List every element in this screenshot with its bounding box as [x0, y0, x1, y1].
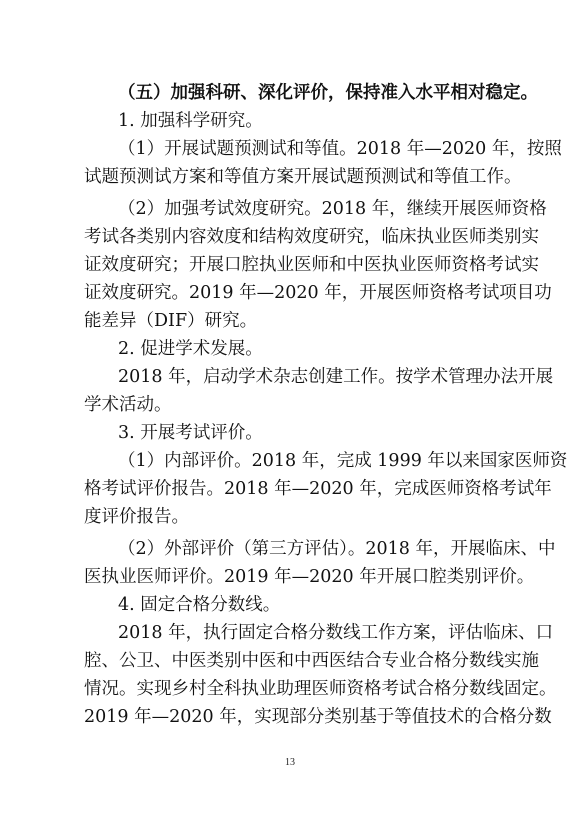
- paragraph-line: 格考试评价报告。2018 年—2020 年，完成医师资格考试年: [84, 479, 552, 499]
- subheading-1: 1. 加强科学研究。: [118, 111, 263, 131]
- paragraph-line: 医执业医师评价。2019 年—2020 年开展口腔类别评价。: [84, 567, 535, 587]
- page-number: 13: [285, 757, 295, 768]
- paragraph-line: 腔、公卫、中医类别中医和中西医结合专业合格分数线实施: [84, 651, 539, 671]
- section-heading: （五）加强科研、深化评价，保持准入水平相对稳定。: [118, 83, 538, 103]
- paragraph-line: 度评价报告。: [84, 507, 189, 527]
- paragraph-line: 情况。实现乡村全科执业助理医师资格考试合格分数线固定。: [84, 679, 557, 699]
- paragraph-line: 2019 年—2020 年，实现部分类别基于等值技术的合格分数: [84, 707, 552, 727]
- paragraph-line: 2018 年，启动学术杂志创建工作。按学术管理办法开展: [118, 367, 554, 387]
- subheading-4: 4. 固定合格分数线。: [118, 595, 281, 615]
- paragraph-line: （1）内部评价。2018 年，完成 1999 年以来国家医师资: [118, 451, 568, 471]
- paragraph-line: 证效度研究。2019 年—2020 年，开展医师资格考试项目功: [84, 283, 552, 303]
- subheading-3: 3. 开展考试评价。: [118, 423, 263, 443]
- subheading-2: 2. 促进学术发展。: [118, 339, 263, 359]
- paragraph-line: 学术活动。: [84, 395, 172, 415]
- paragraph-line: （2）加强考试效度研究。2018 年，继续开展医师资格: [118, 199, 547, 219]
- paragraph-line: 试题预测试方案和等值方案开展试题预测试和等值工作。: [84, 167, 522, 187]
- paragraph-line: （1）开展试题预测试和等值。2018 年—2020 年，按照: [118, 139, 562, 159]
- paragraph-line: （2）外部评价（第三方评估）。2018 年，开展临床、中: [118, 539, 556, 559]
- paragraph-line: 考试各类别内容效度和结构效度研究，临床执业医师类别实: [84, 227, 539, 247]
- paragraph-line: 2018 年，执行固定合格分数线工作方案，评估临床、口: [118, 623, 554, 643]
- paragraph-line: 能差异（DIF）研究。: [84, 311, 258, 331]
- paragraph-line: 证效度研究；开展口腔执业医师和中医执业医师资格考试实: [84, 255, 539, 275]
